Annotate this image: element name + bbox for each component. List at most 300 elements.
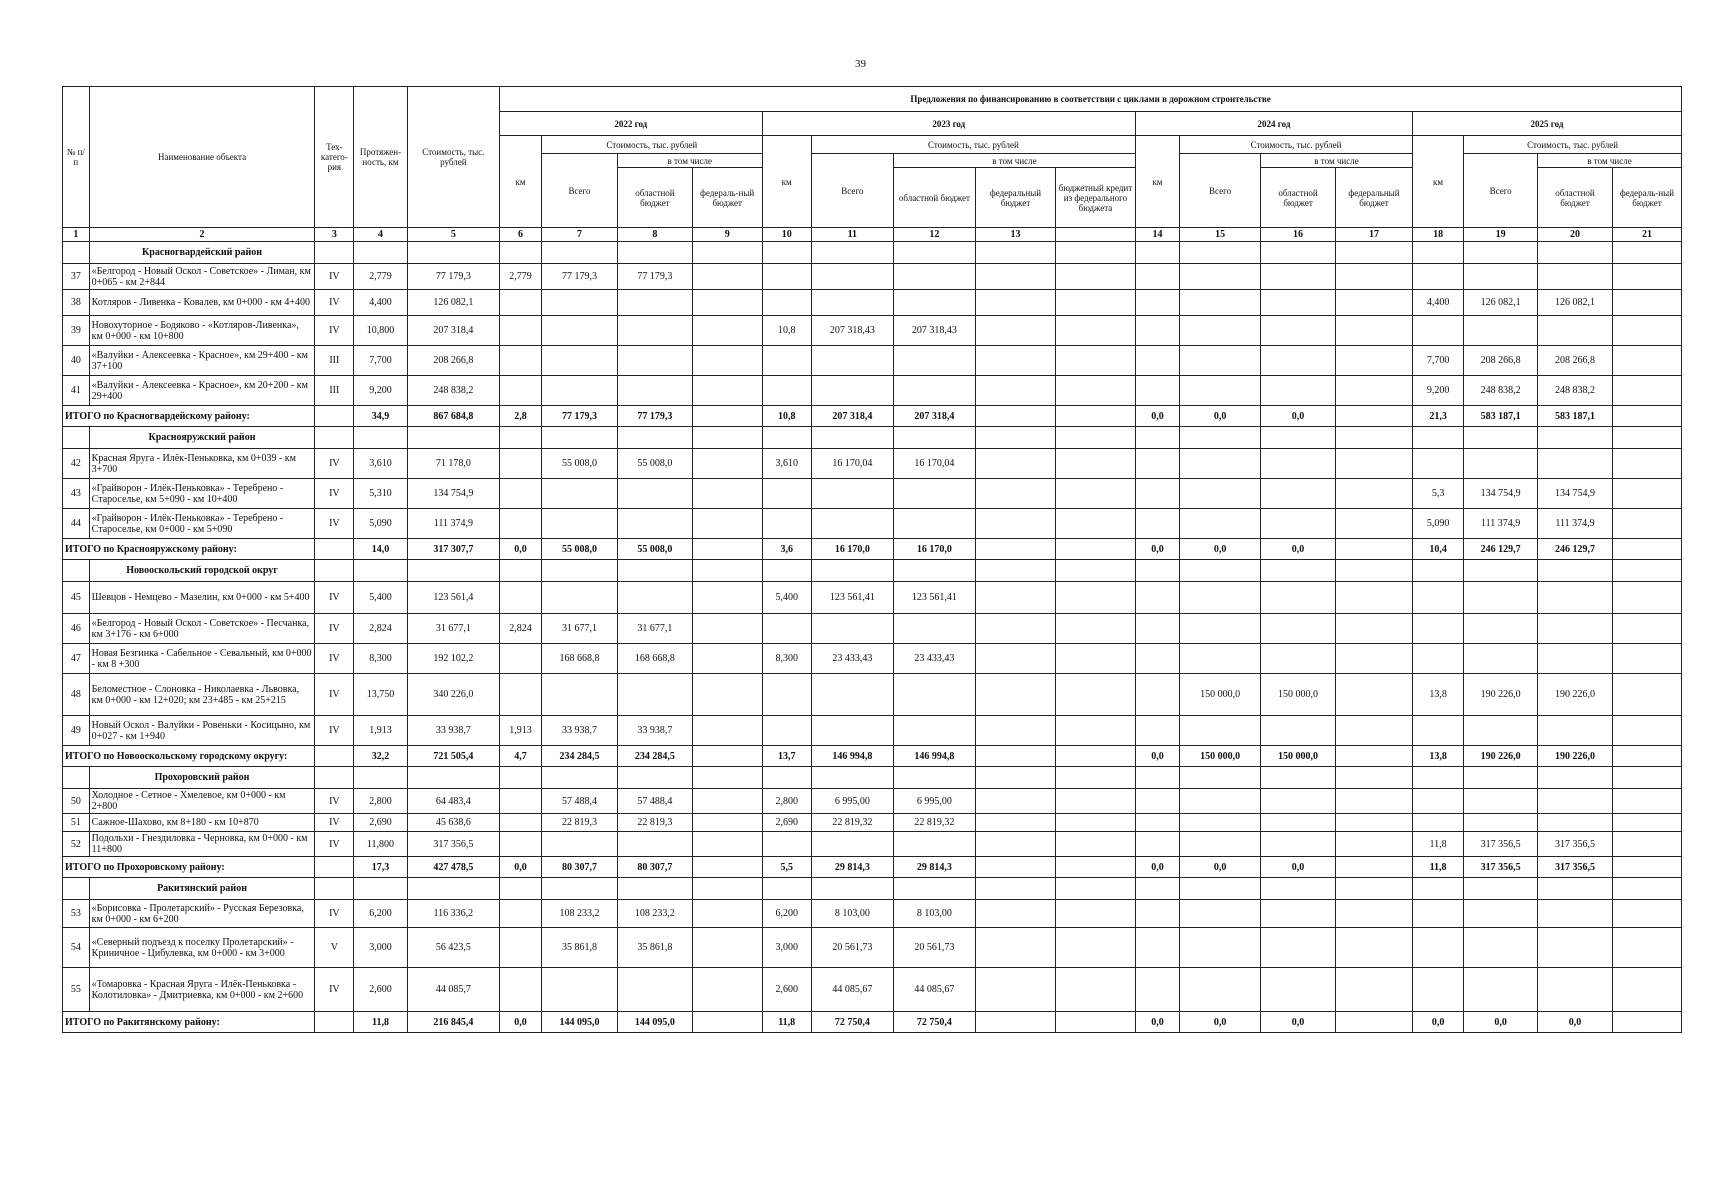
row-number: 37 — [63, 264, 90, 290]
value-cell: 4,400 — [1412, 290, 1463, 316]
header-incl-2024: в том числе — [1261, 154, 1413, 168]
value-cell — [1261, 316, 1336, 346]
tech-category: IV — [315, 814, 354, 832]
value-cell — [1412, 316, 1463, 346]
value-cell — [1261, 716, 1336, 746]
total-value-cell: 55 008,0 — [542, 539, 618, 560]
total-value-cell: 10,4 — [1412, 539, 1463, 560]
value-cell — [1412, 614, 1463, 644]
value-cell — [762, 264, 811, 290]
value-cell: 207 318,43 — [811, 316, 893, 346]
total-value-cell — [692, 406, 762, 427]
row-number: 48 — [63, 674, 90, 716]
total-value-cell: 150 000,0 — [1180, 746, 1261, 767]
value-cell: 31 677,1 — [542, 614, 618, 644]
empty-cell — [315, 767, 354, 789]
value-cell — [811, 614, 893, 644]
length-km: 8,300 — [354, 644, 407, 674]
value-cell: 23 433,43 — [811, 644, 893, 674]
value-cell — [1180, 264, 1261, 290]
column-number: 17 — [1335, 228, 1412, 242]
value-cell — [500, 346, 542, 376]
value-cell — [975, 968, 1055, 1012]
column-number: 2 — [89, 228, 315, 242]
empty-cell — [692, 767, 762, 789]
empty-cell — [1261, 242, 1336, 264]
value-cell — [1261, 376, 1336, 406]
empty-cell — [315, 427, 354, 449]
value-cell — [975, 290, 1055, 316]
value-cell — [1335, 900, 1412, 928]
value-cell — [1412, 449, 1463, 479]
value-cell — [1055, 316, 1135, 346]
column-number: 14 — [1135, 228, 1179, 242]
value-cell — [1412, 582, 1463, 614]
total-value-cell: 77 179,3 — [617, 406, 692, 427]
value-cell — [1335, 674, 1412, 716]
value-cell — [1412, 928, 1463, 968]
value-cell — [692, 376, 762, 406]
empty-cell — [1464, 560, 1538, 582]
value-cell — [1135, 900, 1179, 928]
value-cell — [1261, 509, 1336, 539]
length-km: 6,200 — [354, 900, 407, 928]
district-row — [63, 878, 1682, 900]
value-cell — [811, 674, 893, 716]
value-cell — [1612, 509, 1681, 539]
total-value-cell: 144 095,0 — [542, 1012, 618, 1033]
value-cell — [692, 900, 762, 928]
total-value-cell: 21,3 — [1412, 406, 1463, 427]
value-cell — [1612, 264, 1681, 290]
row-number: 53 — [63, 900, 90, 928]
value-cell: 9,200 — [1412, 376, 1463, 406]
empty-cell — [893, 560, 975, 582]
total-label: ИТОГО по Новооскольскому городскому округу: — [63, 746, 315, 767]
value-cell — [1135, 644, 1179, 674]
total-value-cell: 190 226,0 — [1538, 746, 1613, 767]
cost-value: 248 838,2 — [407, 376, 499, 406]
value-cell — [1055, 264, 1135, 290]
value-cell — [975, 582, 1055, 614]
total-value-cell — [315, 746, 354, 767]
total-value-cell: 721 505,4 — [407, 746, 499, 767]
value-cell: 13,8 — [1412, 674, 1463, 716]
value-cell — [500, 582, 542, 614]
value-cell — [1335, 582, 1412, 614]
total-value-cell: 29 814,3 — [811, 857, 893, 878]
value-cell — [1135, 449, 1179, 479]
empty-cell — [692, 242, 762, 264]
length-km: 11,800 — [354, 832, 407, 857]
value-cell — [1464, 716, 1538, 746]
value-cell: 134 754,9 — [1464, 479, 1538, 509]
value-cell — [811, 290, 893, 316]
value-cell — [1464, 968, 1538, 1012]
object-name: Сажное-Шахово, км 8+180 - км 10+870 — [89, 814, 315, 832]
empty-cell — [542, 242, 618, 264]
value-cell — [1180, 832, 1261, 857]
empty-cell — [1464, 242, 1538, 264]
value-cell — [1464, 928, 1538, 968]
value-cell — [617, 968, 692, 1012]
value-cell — [1538, 614, 1613, 644]
total-label: ИТОГО по Краснояружскому району: — [63, 539, 315, 560]
value-cell — [1412, 900, 1463, 928]
total-value-cell: 190 226,0 — [1464, 746, 1538, 767]
value-cell: 190 226,0 — [1464, 674, 1538, 716]
value-cell — [1261, 928, 1336, 968]
value-cell — [1055, 479, 1135, 509]
value-cell — [1055, 674, 1135, 716]
value-cell — [1180, 789, 1261, 814]
value-cell — [1335, 509, 1412, 539]
value-cell — [692, 264, 762, 290]
value-cell — [500, 290, 542, 316]
empty-cell — [1135, 767, 1179, 789]
row-number: 44 — [63, 509, 90, 539]
table-row — [63, 346, 1682, 376]
value-cell — [893, 832, 975, 857]
empty-cell — [63, 242, 90, 264]
value-cell — [1180, 900, 1261, 928]
value-cell — [542, 832, 618, 857]
value-cell — [500, 968, 542, 1012]
value-cell — [1261, 346, 1336, 376]
total-value-cell — [1612, 857, 1681, 878]
value-cell — [692, 674, 762, 716]
empty-cell — [1335, 242, 1412, 264]
value-cell — [1180, 814, 1261, 832]
value-cell — [1612, 290, 1681, 316]
empty-cell — [407, 242, 499, 264]
value-cell: 317 356,5 — [1538, 832, 1613, 857]
value-cell — [692, 316, 762, 346]
value-cell — [1180, 376, 1261, 406]
length-km: 5,400 — [354, 582, 407, 614]
cost-value: 71 178,0 — [407, 449, 499, 479]
value-cell — [1412, 814, 1463, 832]
column-number: 3 — [315, 228, 354, 242]
total-value-cell — [1335, 746, 1412, 767]
header-incl-2025: в том числе — [1538, 154, 1682, 168]
value-cell — [975, 716, 1055, 746]
row-number: 50 — [63, 789, 90, 814]
financing-table-container — [62, 86, 1682, 1033]
value-cell — [1261, 582, 1336, 614]
header-km-2025: км — [1412, 136, 1463, 228]
tech-category: III — [315, 376, 354, 406]
row-number: 46 — [63, 614, 90, 644]
total-value-cell: 0,0 — [1538, 1012, 1613, 1033]
value-cell: 55 008,0 — [542, 449, 618, 479]
empty-cell — [617, 242, 692, 264]
total-label: ИТОГО по Ракитянскому району: — [63, 1012, 315, 1033]
value-cell — [692, 832, 762, 857]
value-cell — [811, 509, 893, 539]
table-row — [63, 376, 1682, 406]
value-cell: 123 561,41 — [811, 582, 893, 614]
header-incl-2023: в том числе — [893, 154, 1135, 168]
total-value-cell — [315, 857, 354, 878]
total-value-cell — [1335, 1012, 1412, 1033]
total-row — [63, 539, 1682, 560]
value-cell — [1335, 928, 1412, 968]
cost-value: 33 938,7 — [407, 716, 499, 746]
object-name: Подольхи - Гнездиловка - Черновка, км 0+000 - км 11+800 — [89, 832, 315, 857]
value-cell — [1538, 968, 1613, 1012]
value-cell — [1335, 264, 1412, 290]
value-cell: 190 226,0 — [1538, 674, 1613, 716]
value-cell — [893, 614, 975, 644]
value-cell: 16 170,04 — [811, 449, 893, 479]
empty-cell — [617, 878, 692, 900]
total-value-cell: 2,8 — [500, 406, 542, 427]
value-cell — [1180, 316, 1261, 346]
value-cell — [500, 479, 542, 509]
value-cell — [1612, 614, 1681, 644]
value-cell — [1538, 900, 1613, 928]
value-cell — [1335, 644, 1412, 674]
cost-value: 45 638,6 — [407, 814, 499, 832]
column-number: 1 — [63, 228, 90, 242]
value-cell — [542, 346, 618, 376]
value-cell — [1135, 716, 1179, 746]
empty-cell — [354, 878, 407, 900]
value-cell: 168 668,8 — [617, 644, 692, 674]
total-value-cell — [975, 539, 1055, 560]
value-cell: 207 318,43 — [893, 316, 975, 346]
empty-cell — [407, 560, 499, 582]
total-value-cell — [1612, 746, 1681, 767]
value-cell — [1335, 716, 1412, 746]
value-cell: 77 179,3 — [542, 264, 618, 290]
cost-value: 44 085,7 — [407, 968, 499, 1012]
length-km: 3,610 — [354, 449, 407, 479]
total-value-cell — [692, 539, 762, 560]
value-cell — [1261, 814, 1336, 832]
empty-cell — [1335, 560, 1412, 582]
empty-cell — [1612, 242, 1681, 264]
tech-category: IV — [315, 614, 354, 644]
column-number: 9 — [692, 228, 762, 242]
row-number: 40 — [63, 346, 90, 376]
value-cell: 1,913 — [500, 716, 542, 746]
value-cell — [1180, 968, 1261, 1012]
total-value-cell: 72 750,4 — [893, 1012, 975, 1033]
total-value-cell: 13,8 — [1412, 746, 1463, 767]
total-value-cell: 0,0 — [1135, 746, 1179, 767]
value-cell — [1464, 582, 1538, 614]
value-cell — [1180, 290, 1261, 316]
empty-cell — [63, 427, 90, 449]
value-cell — [692, 814, 762, 832]
cost-value: 192 102,2 — [407, 644, 499, 674]
value-cell: 108 233,2 — [617, 900, 692, 928]
value-cell — [1135, 509, 1179, 539]
value-cell: 7,700 — [1412, 346, 1463, 376]
value-cell — [1335, 968, 1412, 1012]
total-value-cell — [1055, 406, 1135, 427]
value-cell — [1135, 814, 1179, 832]
table-row — [63, 509, 1682, 539]
value-cell — [1261, 900, 1336, 928]
value-cell: 111 374,9 — [1538, 509, 1613, 539]
empty-cell — [315, 878, 354, 900]
object-name: «Борисовка - Пролетарский» - Русская Березовка, км 0+000 - км 6+200 — [89, 900, 315, 928]
total-value-cell: 16 170,0 — [811, 539, 893, 560]
value-cell — [542, 479, 618, 509]
empty-cell — [1055, 427, 1135, 449]
value-cell — [1335, 449, 1412, 479]
value-cell — [692, 614, 762, 644]
empty-cell — [762, 878, 811, 900]
value-cell — [692, 789, 762, 814]
total-value-cell: 5,5 — [762, 857, 811, 878]
value-cell — [692, 346, 762, 376]
value-cell: 248 838,2 — [1464, 376, 1538, 406]
value-cell — [1335, 479, 1412, 509]
empty-cell — [1261, 427, 1336, 449]
total-value-cell — [692, 746, 762, 767]
value-cell — [1055, 644, 1135, 674]
value-cell — [1612, 644, 1681, 674]
total-value-cell: 0,0 — [1464, 1012, 1538, 1033]
total-row — [63, 1012, 1682, 1033]
tech-category: IV — [315, 479, 354, 509]
value-cell — [1612, 928, 1681, 968]
value-cell — [692, 968, 762, 1012]
value-cell — [811, 376, 893, 406]
total-value-cell: 11,8 — [762, 1012, 811, 1033]
value-cell — [542, 582, 618, 614]
total-value-cell — [1055, 746, 1135, 767]
value-cell — [893, 716, 975, 746]
tech-category: IV — [315, 582, 354, 614]
value-cell — [542, 968, 618, 1012]
total-value-cell: 34,9 — [354, 406, 407, 427]
object-name: «Грайворон - Илёк-Пеньковка» - Теребрено - Староселье, км 5+090 - км 10+400 — [89, 479, 315, 509]
header-federal-2024: федеральный бюджет — [1335, 168, 1412, 228]
row-number: 47 — [63, 644, 90, 674]
total-value-cell — [692, 857, 762, 878]
length-km: 1,913 — [354, 716, 407, 746]
value-cell — [1335, 614, 1412, 644]
value-cell — [1055, 449, 1135, 479]
row-number: 52 — [63, 832, 90, 857]
table-row — [63, 582, 1682, 614]
value-cell — [975, 832, 1055, 857]
value-cell — [1464, 264, 1538, 290]
value-cell — [1412, 968, 1463, 1012]
value-cell: 10,8 — [762, 316, 811, 346]
value-cell: 126 082,1 — [1538, 290, 1613, 316]
value-cell — [1335, 316, 1412, 346]
total-value-cell: 583 187,1 — [1464, 406, 1538, 427]
value-cell — [1538, 814, 1613, 832]
value-cell: 317 356,5 — [1464, 832, 1538, 857]
value-cell: 5,090 — [1412, 509, 1463, 539]
table-row — [63, 290, 1682, 316]
value-cell — [1612, 582, 1681, 614]
value-cell — [1538, 316, 1613, 346]
value-cell — [1412, 789, 1463, 814]
value-cell — [1464, 900, 1538, 928]
total-value-cell: 3,6 — [762, 539, 811, 560]
empty-cell — [1612, 878, 1681, 900]
empty-cell — [407, 427, 499, 449]
value-cell: 3,000 — [762, 928, 811, 968]
district-row — [63, 427, 1682, 449]
object-name: Красная Яруга - Илёк-Пеньковка, км 0+039 - км 3+700 — [89, 449, 315, 479]
value-cell — [617, 316, 692, 346]
value-cell — [617, 376, 692, 406]
header-name: Наименование объекта — [89, 87, 315, 228]
value-cell — [975, 789, 1055, 814]
length-km: 5,090 — [354, 509, 407, 539]
value-cell — [1055, 789, 1135, 814]
tech-category: IV — [315, 264, 354, 290]
value-cell — [1180, 479, 1261, 509]
empty-cell — [1538, 427, 1613, 449]
empty-cell — [1412, 878, 1463, 900]
value-cell — [893, 346, 975, 376]
value-cell — [1135, 968, 1179, 1012]
empty-cell — [893, 878, 975, 900]
value-cell: 44 085,67 — [811, 968, 893, 1012]
value-cell — [1612, 346, 1681, 376]
value-cell — [762, 376, 811, 406]
value-cell — [1055, 290, 1135, 316]
empty-cell — [1180, 427, 1261, 449]
empty-cell — [1538, 242, 1613, 264]
value-cell — [1464, 614, 1538, 644]
length-km: 4,400 — [354, 290, 407, 316]
tech-category: III — [315, 346, 354, 376]
empty-cell — [811, 560, 893, 582]
total-row — [63, 857, 1682, 878]
table-row — [63, 674, 1682, 716]
tech-category: IV — [315, 968, 354, 1012]
value-cell — [617, 346, 692, 376]
empty-cell — [500, 560, 542, 582]
column-number: 7 — [542, 228, 618, 242]
empty-cell — [1261, 767, 1336, 789]
column-number: 4 — [354, 228, 407, 242]
value-cell — [975, 614, 1055, 644]
table-row — [63, 832, 1682, 857]
value-cell — [1335, 376, 1412, 406]
value-cell — [1055, 968, 1135, 1012]
value-cell: 2,824 — [500, 614, 542, 644]
value-cell — [762, 716, 811, 746]
value-cell — [893, 674, 975, 716]
value-cell — [500, 900, 542, 928]
value-cell — [1612, 900, 1681, 928]
value-cell — [1335, 814, 1412, 832]
value-cell: 6 995,00 — [893, 789, 975, 814]
header-total-2025: Всего — [1464, 154, 1538, 228]
empty-cell — [692, 560, 762, 582]
value-cell — [1612, 376, 1681, 406]
value-cell — [1180, 644, 1261, 674]
column-number: 19 — [1464, 228, 1538, 242]
value-cell — [1612, 716, 1681, 746]
value-cell — [1538, 582, 1613, 614]
value-cell — [1180, 614, 1261, 644]
column-number: 12 — [893, 228, 975, 242]
value-cell: 11,8 — [1412, 832, 1463, 857]
